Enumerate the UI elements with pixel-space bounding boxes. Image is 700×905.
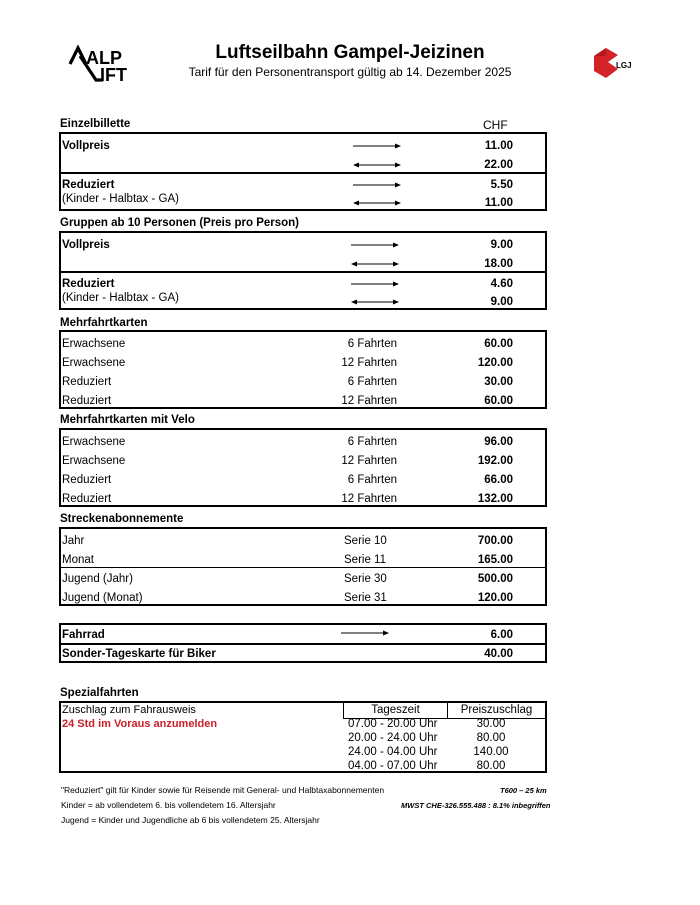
svg-text:IFT: IFT (100, 65, 127, 85)
price: 60.00 (484, 395, 513, 407)
row-label: Reduziert (62, 179, 115, 191)
price: 22.00 (484, 159, 513, 171)
row-trips: 12 Fahrten (341, 357, 397, 369)
row-label: Reduziert (62, 493, 112, 505)
price: 60.00 (484, 338, 513, 350)
svg-text:LGJ: LGJ (616, 61, 632, 70)
price: 5.50 (490, 179, 513, 191)
row-label: Fahrrad (62, 629, 105, 641)
bike-table (59, 623, 547, 663)
arrow-right-icon (351, 281, 399, 287)
surcharge-header: Zuschlag zum Fahrausweis (62, 704, 196, 716)
lgj-logo (588, 46, 636, 86)
row-trips: 6 Fahrten (347, 338, 397, 350)
tariff-code: T600 – 25 km (500, 786, 547, 795)
mehrfahrtkarten-velo-table (59, 428, 547, 507)
vat-note: MWST CHE-326.555.488 : 8.1% inbegriffen (401, 801, 551, 810)
price: 4.60 (490, 278, 513, 290)
row-series: Serie 10 (344, 535, 387, 547)
price: 500.00 (477, 573, 513, 585)
time-range: 07.00 - 20.00 Uhr (348, 718, 438, 730)
price: 6.00 (490, 629, 513, 641)
row-trips: 12 Fahrten (341, 493, 397, 505)
page-subtitle: Tarif für den Personentransport gültig ab 14. Dezember 2025 (188, 65, 512, 79)
row-label: Jugend (Jahr) (62, 573, 133, 585)
price: 9.00 (490, 296, 513, 308)
section-title-einzelbillette: Einzelbillette (60, 118, 131, 130)
row-trips: 6 Fahrten (347, 474, 397, 486)
einzelbillette-table (59, 132, 547, 211)
price: 120.00 (477, 592, 513, 604)
section-title-spezialfahrten: Spezialfahrten (60, 687, 139, 699)
section-title-streckenabonnemente: Streckenabonnemente (60, 513, 184, 525)
surcharge: 80.00 (476, 732, 506, 744)
section-title-mehrfahrtkarten-velo: Mehrfahrtkarten mit Velo (60, 414, 195, 426)
row-label: Erwachsene (62, 436, 126, 448)
time-range: 24.00 - 04.00 Uhr (348, 746, 438, 758)
row-label: Reduziert (62, 278, 115, 290)
surcharge: 140.00 (473, 746, 509, 758)
price: 120.00 (477, 357, 513, 369)
row-label: Reduziert (62, 376, 112, 388)
price: 132.00 (477, 493, 513, 505)
row-label: Erwachsene (62, 357, 126, 369)
price: 96.00 (484, 436, 513, 448)
arrow-both-icon (351, 299, 399, 305)
footnote-jugend: Jugend = Kinder und Jugendliche ab 6 bis vollendetem 25. Altersjahr (61, 815, 320, 825)
price: 11.00 (484, 140, 513, 152)
arrow-right-icon (353, 143, 401, 149)
spezialfahrten-table (59, 701, 547, 773)
arrow-both-icon (353, 200, 401, 206)
surcharge: 80.00 (476, 760, 506, 772)
advance-notice: 24 Std im Voraus anzumelden (62, 718, 218, 730)
price: 11.00 (484, 197, 513, 209)
row-sublabel: (Kinder - Halbtax - GA) (62, 292, 179, 304)
row-label: Monat (62, 554, 94, 566)
row-label: Jugend (Monat) (62, 592, 143, 604)
mehrfahrtkarten-table (59, 330, 547, 409)
row-label: Jahr (62, 535, 85, 547)
row-label: Vollpreis (62, 140, 110, 152)
row-trips: 6 Fahrten (347, 436, 397, 448)
price: 18.00 (484, 258, 513, 270)
row-series: Serie 31 (344, 592, 387, 604)
row-label: Reduziert (62, 395, 112, 407)
price: 192.00 (477, 455, 513, 467)
section-title-mehrfahrtkarten: Mehrfahrtkarten (60, 317, 148, 329)
footnote-kinder: Kinder = ab vollendetem 6. bis vollendetem 16. Altersjahr (61, 800, 276, 810)
price: 700.00 (477, 535, 513, 547)
col-header-surcharge: Preiszuschlag (448, 703, 545, 719)
arrow-right-icon (351, 242, 399, 248)
price: 66.00 (484, 474, 513, 486)
section-title-gruppen: Gruppen ab 10 Personen (Preis pro Person) (60, 217, 300, 229)
row-label: Sonder-Tageskarte für Biker (62, 648, 216, 660)
row-trips: 12 Fahrten (341, 455, 397, 467)
row-label: Reduziert (62, 474, 112, 486)
row-label: Erwachsene (62, 338, 126, 350)
price: 30.00 (484, 376, 513, 388)
logo-line1: ALP (86, 48, 122, 68)
price: 9.00 (490, 239, 513, 251)
row-label: Erwachsene (62, 455, 126, 467)
time-range: 20.00 - 24.00 Uhr (348, 732, 438, 744)
streckenabonnemente-table (59, 527, 547, 606)
col-header-time: Tageszeit (343, 703, 448, 719)
arrow-right-icon (341, 630, 389, 636)
time-range: 04.00 - 07.00 Uhr (348, 760, 438, 772)
row-series: Serie 11 (344, 554, 386, 566)
row-trips: 6 Fahrten (347, 376, 397, 388)
row-series: Serie 30 (344, 573, 387, 585)
row-label: Vollpreis (62, 239, 110, 251)
arrow-right-icon (353, 182, 401, 188)
currency-label: CHF (483, 118, 508, 132)
price: 40.00 (484, 648, 513, 660)
gruppen-table (59, 231, 547, 310)
row-trips: 12 Fahrten (341, 395, 397, 407)
footnote-reduziert: "Reduziert" gilt für Kinder sowie für Reisende mit General- und Halbtaxabonnementen (61, 785, 385, 795)
page-title: Luftseilbahn Gampel-Jeizinen (215, 42, 485, 63)
arrow-both-icon (351, 261, 399, 267)
price: 165.00 (477, 554, 513, 566)
arrow-both-icon (353, 162, 401, 168)
row-sublabel: (Kinder - Halbtax - GA) (62, 193, 179, 205)
surcharge: 30.00 (476, 718, 506, 730)
